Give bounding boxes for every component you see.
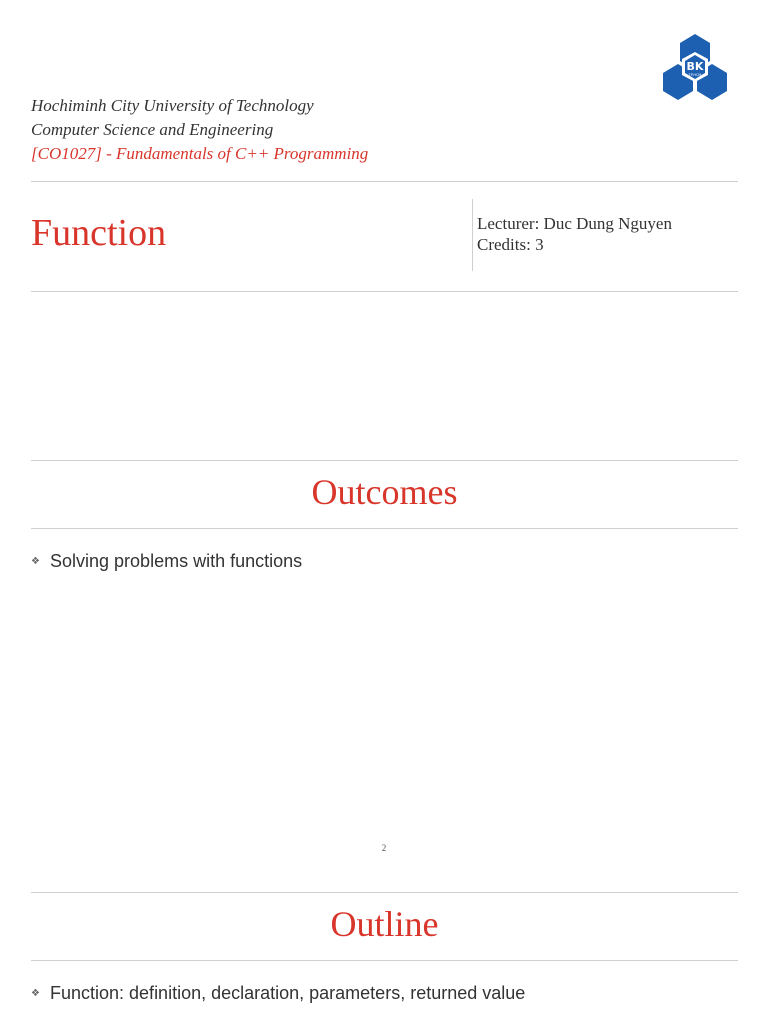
outline-bullet <box>31 981 525 1005</box>
page-number: 2 <box>381 843 387 853</box>
logo-text: BK <box>686 60 704 73</box>
divider-outcomes-top <box>31 460 738 461</box>
university-name: Hochiminh City University of Technology <box>31 96 314 115</box>
bullet-text: Function: definition, declaration, parameters, returned value <box>50 983 526 1003</box>
outcomes-bullet <box>31 549 302 573</box>
diamond-bullet-icon: ❖ <box>31 987 40 999</box>
outcomes-title: Outcomes <box>311 472 458 512</box>
divider-outline-bottom <box>31 960 738 961</box>
diamond-bullet-icon: ❖ <box>31 555 40 567</box>
divider-outline-top <box>31 892 738 893</box>
slide-title: Function <box>31 212 167 254</box>
divider-top <box>31 181 738 182</box>
faculty-name: Computer Science and Engineering <box>31 120 274 139</box>
bk-logo <box>660 32 730 102</box>
credits: Credits: 3 <box>477 235 544 254</box>
course-name: [CO1027] - Fundamentals of C++ Programming <box>31 144 369 163</box>
title-separator <box>472 199 473 271</box>
divider-outcomes-bottom <box>31 528 738 529</box>
bullet-text: Solving problems with functions <box>50 551 303 571</box>
logo-subtext: TP.HCM <box>688 73 702 77</box>
divider-title-bottom <box>31 291 738 292</box>
lecturer: Lecturer: Duc Dung Nguyen <box>477 214 672 233</box>
outline-title: Outline <box>330 904 439 944</box>
